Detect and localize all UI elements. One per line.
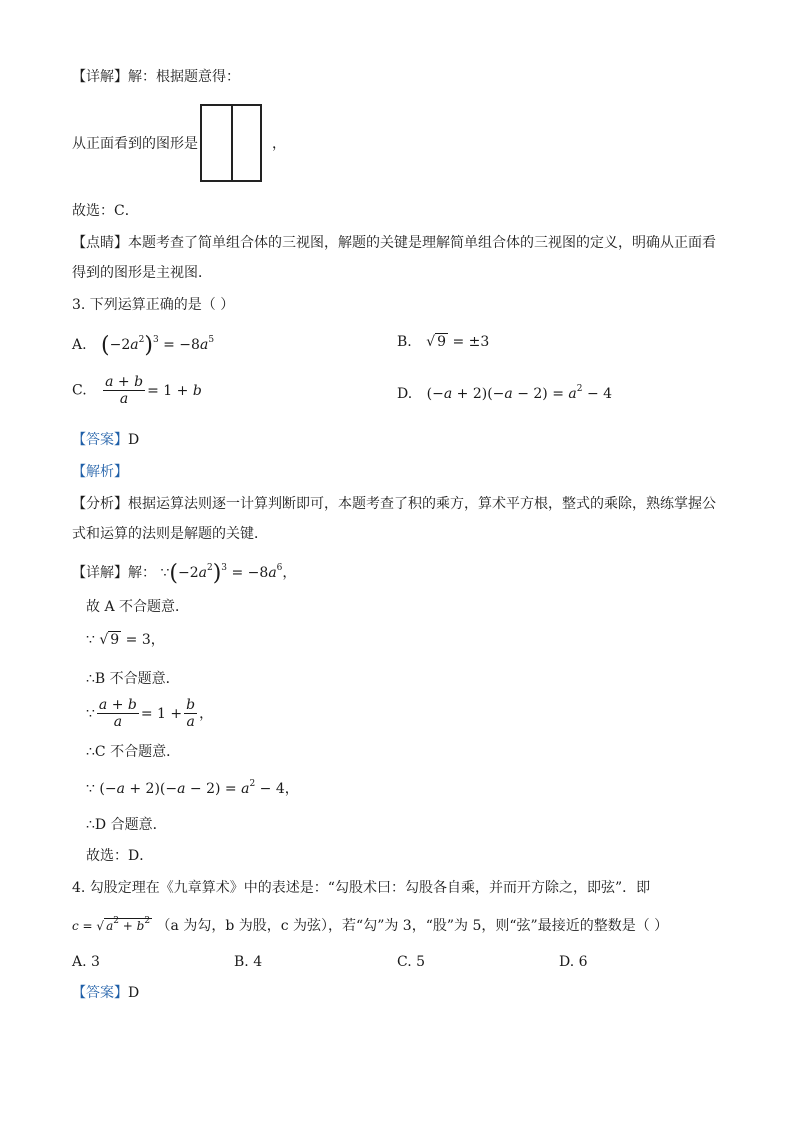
step-d-math: ∵ $(-a + 2)(-a - 2) = a^2 - 4$， [86,779,299,797]
front-view-comma: ， [272,136,286,152]
analysis-3-tag [72,465,128,479]
question-4-stem-2: （a 为勾，b 为股，c 为弦），若“勾”为 3，“股”为 5，则“弦”最接近的整数是（ ） [156,918,669,934]
step-c-formula [86,698,213,729]
dianjing-line-1 [72,236,716,250]
step-b-math: ∵ √ 9 = 3， [86,632,165,648]
option-d [397,385,612,401]
answer-3-tag: 【答案】 [72,432,128,448]
answer-4-value: D [128,985,140,1001]
option-c [72,375,202,406]
detail-3-formula-a: $\because(-2a^2)^3 = -8a^6$， [160,561,297,586]
pythagoras-formula: c = √ $a^2 + b^2$ [72,916,151,933]
q4-option-b: B. 4 [234,954,263,970]
detail-3-tag: 【详解】 [72,565,128,581]
q4-option-c: C. 5 [397,954,426,970]
step-c-conclusion: ∴C 不合题意． [86,744,181,760]
step-b-formula [86,633,165,647]
choose-c-line: 故选：C． [72,203,139,219]
option-a-label: A. [72,337,87,353]
option-b-label: B. [397,334,412,350]
fenxi-text-1: 根据运算法则逐一计算判断即可，本题考查了积的乘方，算术平方根，整式的乘除，熟练掌握公 [128,496,716,512]
option-b [397,335,489,349]
option-c-label: C. [72,382,87,399]
option-d-label: D. [397,386,413,402]
front-view-line [72,137,198,151]
option-a-formula: $(-2a^2)^3 = -8a^5$ [101,333,215,358]
option-d-formula: $(-a + 2)(-a - 2) = a^2 - 4$ [426,384,613,402]
fenxi-tag: 【分析】 [72,496,128,512]
analysis-tag-text: 【解析】 [72,464,128,480]
dianjing-text-1: 本题考查了简单组合体的三视图，解题的关键是理解简单组合体的三视图的定义，明确从正面看 [128,235,716,251]
detail-3-line [72,563,296,585]
q4-option-a: A. 3 [72,954,100,970]
step-d-conclusion: ∴D 合题意． [86,817,167,833]
step-a-conclusion: 故 A 不合题意． [86,599,190,615]
dianjing-tag: 【点睛】 [72,235,128,251]
answer-3-line [72,433,139,447]
step-b-conclusion: ∴B 不合题意． [86,671,180,687]
answer-4-tag: 【答案】 [72,985,128,1001]
figure-divider [231,106,233,180]
question-4-stem-1: 4. 勾股定理在《九章算术》中的表述是：“勾股术曰：勾股各自乘，并而开方除之，即弦”．即 [72,880,651,896]
step-c-math: ∵ $\frac{a + b}{a}$ = 1 + $\frac{b}{a}$ ， [86,697,214,730]
step-d-formula [86,780,299,796]
answer-4-line [72,986,139,1000]
option-a [72,335,214,357]
dianjing-line-2: 得到的图形是主视图． [72,265,212,281]
final-choice: 故选：D． [86,848,154,864]
detail-line [72,70,240,84]
detail-3-prefix: 解： [128,565,156,581]
fenxi-line-2: 式和运算的法则是解题的关键． [72,526,268,542]
detail-tag: 【详解】 [72,69,128,85]
question-3-stem: 3. 下列运算正确的是（ ） [72,297,235,313]
fenxi-line-1 [72,497,716,511]
q4-option-d: D. 6 [559,954,588,970]
front-view-text: 从正面看到的图形是 [72,136,198,152]
option-b-formula: √ 9 = ±3 [426,334,490,350]
detail-text: 解：根据题意得： [128,69,240,85]
option-c-formula: $\frac{a + b}{a}$ = 1 + b [105,374,202,407]
front-view-figure [200,104,262,182]
question-4-stem-2-row [72,917,668,933]
answer-3-value: D [128,432,140,448]
